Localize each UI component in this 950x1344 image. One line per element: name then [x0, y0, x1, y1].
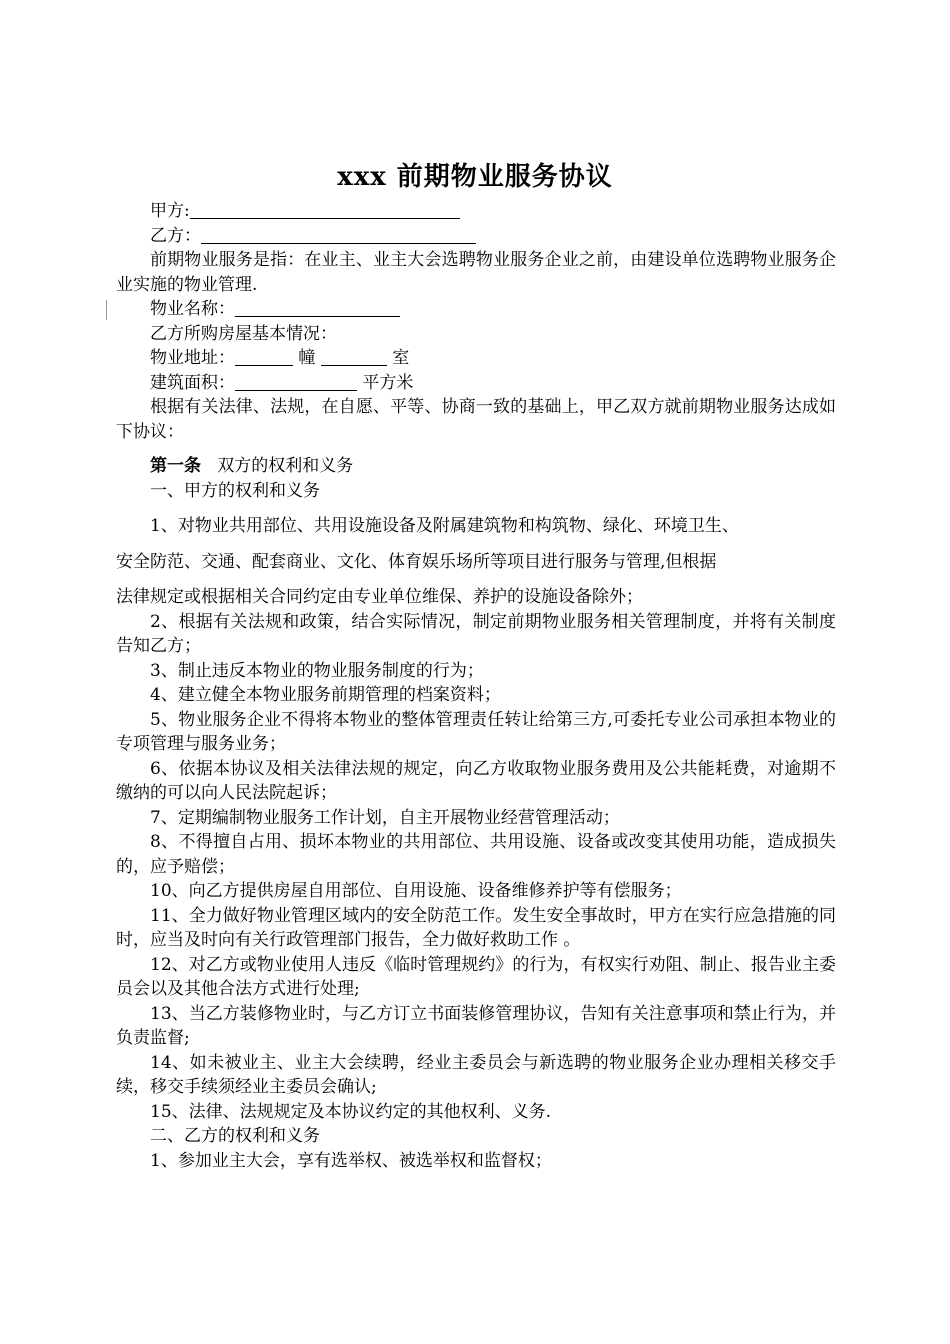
section-a-item: 15、法律、法规规定及本协议约定的其他权利、义务.: [150, 1101, 552, 1122]
preamble-paragraph: 根据有关法律、法规，在自愿、平等、协商一致的基础上，甲乙双方就前期物业服务达成如下协议：: [116, 397, 836, 442]
property-name-label: 物业名称：: [150, 299, 235, 319]
section-a-item-1-line-1: 1、对物业共用部位、共用设施设备及附属建筑物和构筑物、绿化、环境卫生、: [150, 516, 739, 536]
party-b-blank[interactable]: [201, 226, 476, 244]
area-unit-label: 平方米: [362, 372, 414, 393]
room-unit-label: 室: [392, 348, 410, 368]
spacer: [116, 444, 836, 454]
section-a-item: 2、根据有关法规和政策，结合实际情况，制定前期物业服务相关管理制度，并将有关制度告知乙方；: [116, 611, 836, 656]
article-1-title: 双方的权利和义务: [217, 456, 354, 476]
area-label: 建筑面积：: [150, 372, 235, 393]
section-a-item: 14、如未被业主、业主大会续聘，经业主委员会与新选聘的物业服务企业办理相关移交手续，移交手续须经业主委员会确认;: [116, 1052, 836, 1097]
party-b-line: [116, 224, 836, 249]
document-title: xxx 前期物业服务协议: [337, 162, 613, 192]
text-cursor-mark: [106, 300, 107, 320]
section-a-item-1-line-2: 安全防范、交通、配套商业、文化、体育娱乐场所等项目进行服务与管理,但根据: [116, 551, 717, 572]
address-line: [116, 346, 836, 371]
section-a-item-1-line-3: 法律规定或根据相关合同约定由专业单位维保、养护的设施设备除外；: [116, 587, 643, 607]
section-b-heading: 二、乙方的权利和义务: [150, 1126, 320, 1146]
building-unit-label: 幢: [298, 348, 316, 368]
section-a-item: 7、定期编制物业服务工作计划，自主开展物业经营管理活动；: [150, 807, 620, 828]
section-a-heading: 一、甲方的权利和义务: [150, 480, 320, 501]
section-a-item: 8、不得擅自占用、损坏本物业的共用部位、共用设施、设备或改变其使用功能，造成损失的，应予赔偿；: [116, 832, 836, 877]
address-label: 物业地址：: [150, 348, 235, 368]
definition-paragraph: 前期物业服务是指：在业主、业主大会选聘物业服务企业之前，由建设单位选聘物业服务企业实施的物业管理.: [116, 250, 836, 295]
party-a-line: [116, 199, 836, 224]
article-1-heading: [116, 454, 836, 479]
party-a-label: 甲方:: [150, 201, 190, 221]
area-blank[interactable]: [235, 373, 357, 391]
property-name-line: [116, 297, 836, 322]
party-b-label: 乙方：: [150, 225, 201, 246]
section-a-item: 4、建立健全本物业服务前期管理的档案资料；: [150, 685, 501, 705]
section-a-item: 3、制止违反本物业的物业服务制度的行为；: [150, 660, 484, 681]
party-a-blank[interactable]: [190, 201, 460, 219]
section-a-item: 10、向乙方提供房屋自用部位、自用设施、设备维修养护等有偿服务；: [150, 881, 682, 901]
section-a-item: 11、全力做好物业管理区域内的安全防范工作。发生安全事故时，甲方在实行应急措施的同时，应当及时向有关行政管理部门报告，全力做好救助工作 。: [116, 905, 836, 950]
section-b-item: 1、参加业主大会，享有选举权、被选举权和监督权；: [150, 1150, 552, 1171]
section-a-item: 12、对乙方或物业使用人违反《临时管理规约》的行为，有权实行劝阻、制止、报告业主委员会以及其他合法方式进行处理;: [116, 954, 836, 999]
section-a-item: 6、依据本协议及相关法律法规的规定，向乙方收取物业服务费用及公共能耗费，对逾期不缴纳的可以向人民法院起诉；: [116, 758, 836, 803]
section-a-item: 5、物业服务企业不得将本物业的整体管理责任转让给第三方,可委托专业公司承担本物业的专项管理与服务业务；: [116, 709, 836, 754]
article-1-label: 第一条: [150, 456, 201, 476]
area-line: [116, 371, 836, 396]
document-body: [116, 199, 836, 1173]
house-info-heading: 乙方所购房屋基本情况：: [150, 323, 337, 344]
building-number-blank[interactable]: [235, 348, 293, 366]
property-name-blank[interactable]: [235, 299, 400, 317]
section-a-item: 13、当乙方装修物业时，与乙方订立书面装修管理协议，告知有关注意事项和禁止行为，并负责监督;: [116, 1003, 836, 1048]
room-number-blank[interactable]: [321, 348, 387, 366]
